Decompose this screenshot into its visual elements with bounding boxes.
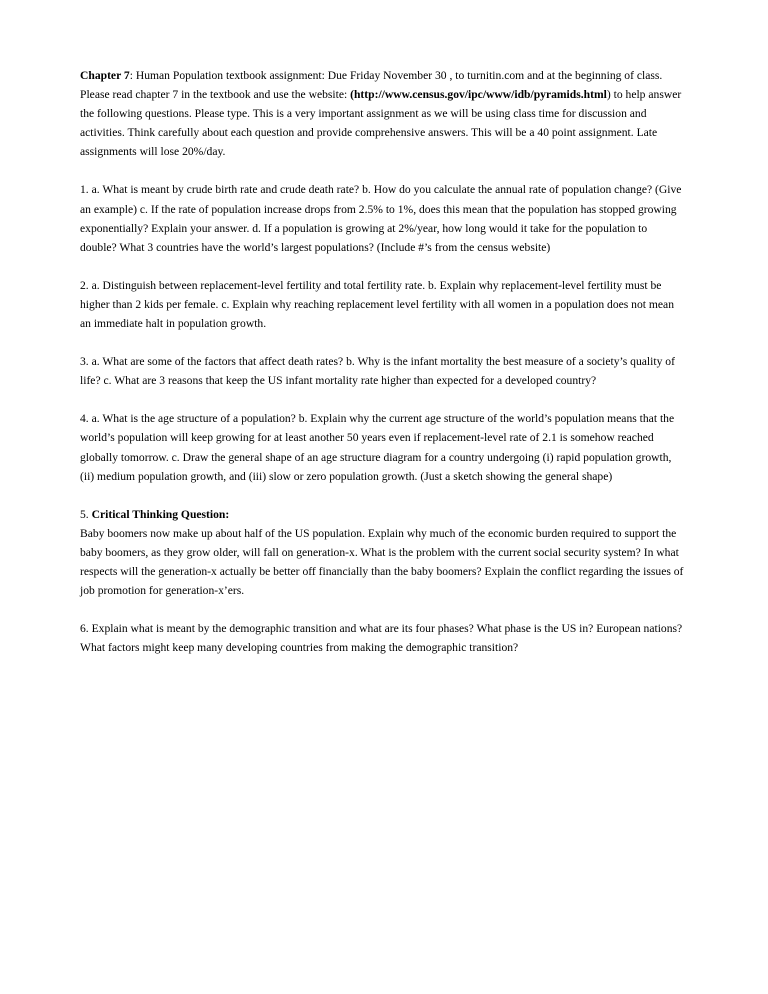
document-body bbox=[80, 66, 686, 657]
question-6: 6. Explain what is meant by the demographic transition and what are its four phases? What phase is the US in? European nations? What factors might keep many developing countries from making the demographic transition? bbox=[80, 622, 683, 655]
question-5 bbox=[80, 505, 686, 600]
chapter-label: Chapter 7 bbox=[80, 69, 130, 82]
question-3: 3. a. What are some of the factors that affect death rates? b. Why is the infant mortality the best measure of a society’s quality of life? c. What are 3 reasons that keep the US infant mortality rate higher than expected for a developed country? bbox=[80, 355, 675, 388]
question-4: 4. a. What is the age structure of a population? b. Explain why the current age structure of the world’s population means that the world’s population will keep growing for at least another 50 years even if replacement-level rate of 2.1 is somehow reached globally tomorrow. c. Draw the general shape of an age structure diagram for a country undergoing (i) rapid population growth, (ii) medium population growth, and (iii) slow or zero population growth. (Just a sketch showing the general shape) bbox=[80, 412, 675, 483]
header-text-part2: ) to help answer the following questions. Please type. This is a very important assignment as we will be using class time for discussion and activities. Think carefully about each question and provide comprehensive answers. This will be a 40 point assignment. Late assignments will lose 20%/day. bbox=[80, 88, 682, 159]
question-2: 2. a. Distinguish between replacement-level fertility and total fertility rate. b. Explain why replacement-level fertility must be higher than 2 kids per female. c. Explain why reaching replacement level fertility with all women in a population does not mean an immediate halt in population growth. bbox=[80, 278, 674, 331]
question-5-number: 5. bbox=[80, 507, 92, 521]
question-1: 1. a. What is meant by crude birth rate and crude death rate? b. How do you calculate the annual rate of population change? (Give an example) c. If the rate of population increase drops from 2.5% to 1%, does this mean that the population has stopped growing exponentially? Explain your answer. d. If a population is growing at 2%/year, how long would it take for the population to double? What 3 countries have the world’s largest populations? (Include #’s from the census website) bbox=[80, 183, 682, 254]
header-text-part1: : Human Population textbook assignment: Due Friday November 30 , to turnitin.com and at the beginning of class. Please read chapter 7 in the textbook and use the website: bbox=[80, 69, 663, 102]
census-url-link[interactable]: (http://www.census.gov/ipc/www/idb/pyramids.html bbox=[350, 88, 607, 102]
critical-thinking-label: Critical Thinking Question: bbox=[91, 507, 230, 521]
question-5-heading bbox=[80, 505, 686, 524]
question-5-body: Baby boomers now make up about half of the US population. Explain why much of the economic burden required to support the baby boomers, as they grow older, will fall on generation-x. What is the problem with the current social security system? In what respects will the generation-x actually be better off financially than the baby boomers? Explain the conflict regarding the issues of job promotion for generation-x’ers. bbox=[80, 526, 684, 598]
header-paragraph bbox=[80, 66, 686, 161]
